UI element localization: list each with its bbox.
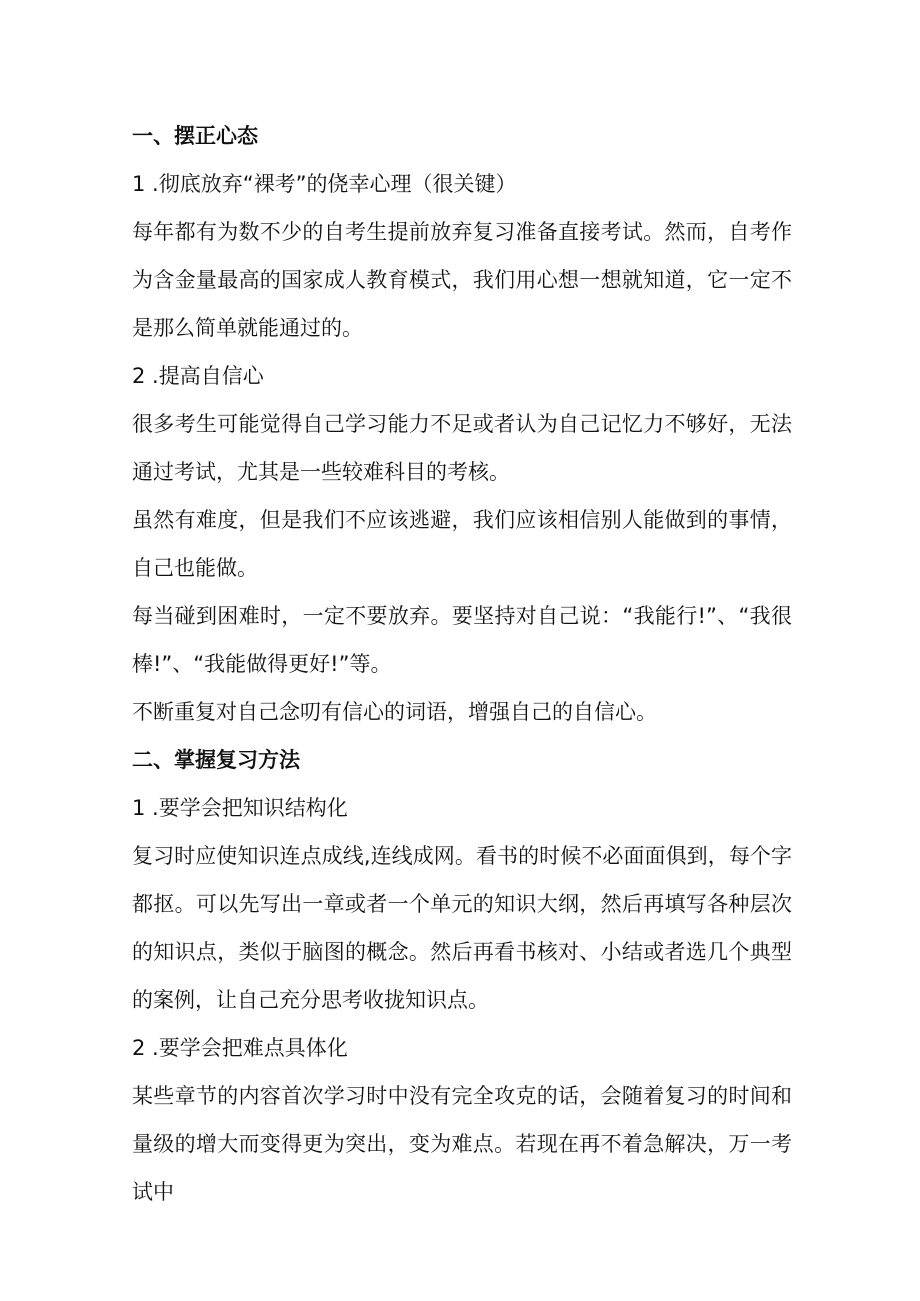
section-heading-review-methods: 二、掌握复习方法 — [132, 748, 300, 772]
paragraph: 某些章节的内容首次学习时中没有完全攻克的话，会随着复习的时间和量级的增大而变得更为突出，变为难点。若现在再不着急解决，万一考试中 — [132, 1084, 792, 1204]
paragraph: 每当碰到困难时，一定不要放弃。要坚持对自己说：“我能行!”、“我很棒!”、“我能做得更好!”等。 — [132, 604, 792, 676]
subheading-structure-knowledge: 1 .要学会把知识结构化 — [132, 796, 348, 820]
subheading-abandon-naked-exam: 1 .彻底放弃“裸考”的侥幸心理（很关键） — [132, 172, 517, 196]
subheading-concretize-difficulties: 2 .要学会把难点具体化 — [132, 1036, 348, 1060]
document-body — [132, 112, 792, 1216]
section-heading-mindset: 一、摆正心态 — [132, 124, 258, 148]
paragraph: 虽然有难度，但是我们不应该逃避，我们应该相信别人能做到的事情，自己也能做。 — [132, 508, 792, 580]
subheading-confidence: 2 .提高自信心 — [132, 364, 264, 388]
paragraph: 复习时应使知识连点成线,连线成网。看书的时候不必面面俱到，每个字都抠。可以先写出一章或者一个单元的知识大纲，然后再填写各种层次的知识点，类似于脑图的概念。然后再看书核对、小结或者选几个典型的案例，让自己充分思考收拢知识点。 — [132, 844, 792, 1012]
paragraph: 不断重复对自己念叨有信心的词语，增强自己的自信心。 — [132, 700, 657, 724]
paragraph: 每年都有为数不少的自考生提前放弃复习准备直接考试。然而，自考作为含金量最高的国家成人教育模式，我们用心想一想就知道，它一定不是那么简单就能通过的。 — [132, 220, 792, 340]
paragraph: 很多考生可能觉得自己学习能力不足或者认为自己记忆力不够好，无法通过考试，尤其是一些较难科目的考核。 — [132, 412, 792, 484]
